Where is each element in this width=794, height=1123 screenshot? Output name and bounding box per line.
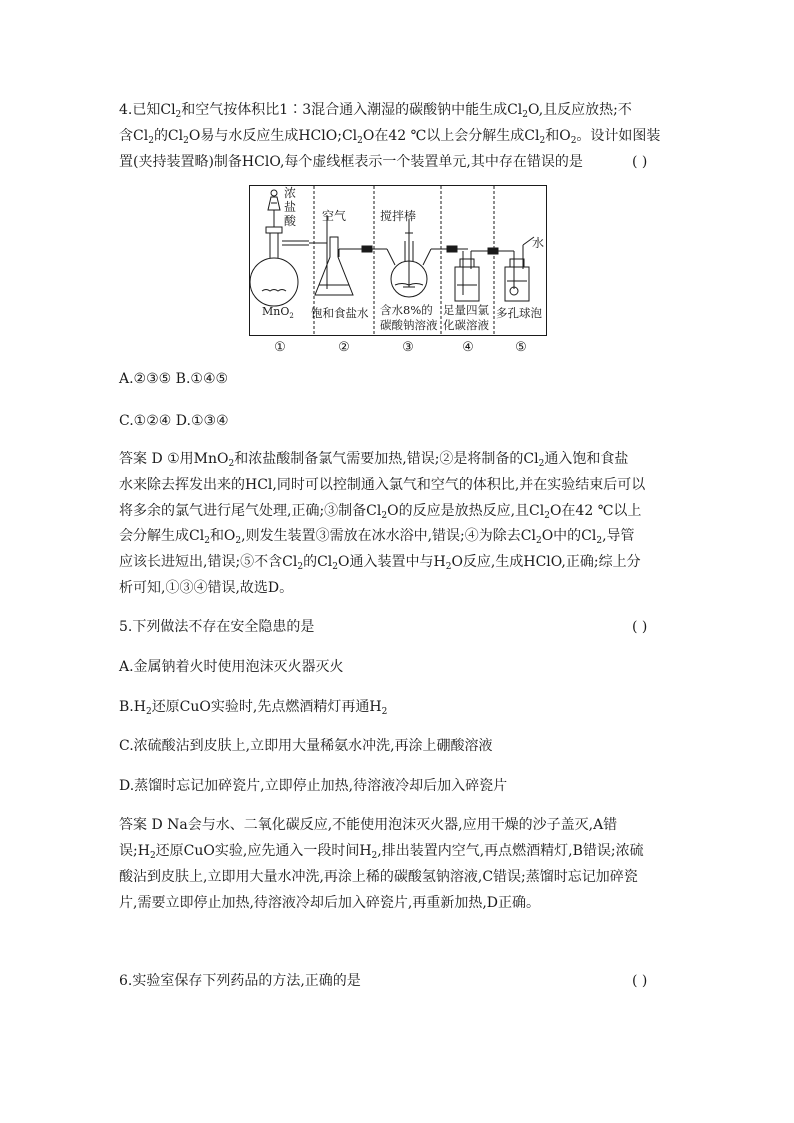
q6-answer-blank: ( ) — [632, 973, 648, 989]
mno2-solid — [262, 290, 286, 292]
separatory-funnel — [268, 190, 280, 227]
rubber-joint-3 — [488, 248, 498, 254]
unit-label-5: ⑤ — [515, 340, 527, 355]
q4-answer-line-3: 将多余的氯气进行尾气处理,正确;③制备$Cl_2O$的反应是放热反应,且$Cl_2O$在42 ℃以上 — [119, 503, 642, 521]
q5-answer-line-3: 酸沾到皮肤上,立即用大量水冲洗,再涂上稀的碳酸氢钠溶液,C错误;蒸馏时忘记加碎瓷 — [119, 869, 638, 885]
label-hcl-1: 浓 — [284, 186, 297, 200]
q5-option-d: D.蒸馏时忘记加碎瓷片,立即停止加热,待溶液冷却后加入碎瓷片 — [119, 778, 508, 794]
q4-stem-line-2: 含$Cl_2$的$Cl_2O$易与水反应生成$HClO;Cl_2O$在42 ℃以上会分解生成$Cl_2$和$O_2$。设计如图装 — [119, 128, 661, 146]
unit-label-3: ③ — [402, 340, 414, 355]
label-na2co3-2: 碳酸钠溶液 — [380, 318, 438, 332]
q4-answer-line-6: 析可知,①③④错误,故选D。 — [119, 580, 294, 596]
q4-answer-line-4: 会分解生成$Cl_2$和$O_2$,则发生装置③需放在冰水浴中,错误;④为除去$Cl_2O$中的$Cl_2$,导管 — [119, 528, 635, 546]
q4-answer-line-2: 水来除去挥发出来的HCl,同时可以控制通入氯气和空气的体积比,并在实验结束后可以 — [119, 477, 646, 493]
q4-option-cd: C.①②④ D.①③④ — [119, 413, 229, 429]
label-na2co3-1: 含水8%的 — [380, 303, 433, 317]
label-bubbler: 多孔球泡 — [496, 306, 542, 320]
q5-answer-line-1: 答案 D Na会与水、二氧化碳反应,不能使用泡沫灭火器,应用干燥的沙子盖灭,A错 — [119, 817, 618, 833]
conical-flask-brine — [315, 215, 353, 295]
q5-answer-blank: ( ) — [632, 619, 648, 635]
q4-answer-blank: ( ) — [632, 154, 648, 170]
label-stirrer: 搅拌棒 — [380, 209, 417, 223]
q5-answer-line-4: 片,需要立即停止加热,待溶液冷却后加入碎瓷片,再重新加热,D正确。 — [119, 895, 541, 911]
q5-answer-line-2: 误$;H_2$还原CuO实验,应先通入一段时间$H_2$,排出装置内空气,再点燃酒精灯,B错误;浓硫 — [119, 843, 644, 861]
q4-option-ab: A.②③⑤ B.①④⑤ — [119, 371, 229, 387]
q5-option-b: $B.H_2$还原CuO实验时,先点燃酒精灯再通$H_2$ — [119, 699, 388, 717]
q5-option-a: A.金属钠着火时使用泡沫灭火器灭火 — [119, 659, 344, 675]
label-air: 空气 — [322, 209, 347, 223]
label-water: 水 — [532, 236, 545, 250]
q4-answer-line-5: 应该长进短出,错误;⑤不含$Cl_2$的$Cl_2O$通入装置中与$H_2O$反应,生成HClO,正确;综上分 — [119, 554, 641, 572]
q4-stem-line-3: 置(夹持装置略)制备HClO,每个虚线框表示一个装置单元,其中存在错误的是 — [119, 154, 583, 170]
q4-answer-line-1: 答案 D ①用MnO$_2$和浓盐酸制备氯气需要加热,错误;②是将制备的$Cl_2$通入饱和食盐 — [119, 451, 629, 469]
label-mno2: MnO$_2$ — [262, 305, 294, 320]
q4-stem-line-1: 4.已知$Cl_2$和空气按体积比1∶3混合通入潮湿的碳酸钠中能生成$Cl_2O$,且反应放热;不 — [119, 102, 632, 120]
apparatus-figure — [249, 185, 547, 355]
unit-label-2: ② — [338, 340, 350, 355]
q6-stem: 6.实验室保存下列药品的方法,正确的是 — [119, 973, 361, 989]
q5-option-c: C.浓硫酸沾到皮肤上,立即用大量稀氨水冲洗,再涂上硼酸溶液 — [119, 738, 493, 754]
q5-stem: 5.下列做法不存在安全隐患的是 — [119, 619, 315, 635]
rubber-joint-2 — [447, 246, 457, 252]
gas-washing-bottle-water — [505, 237, 534, 301]
label-hcl-3: 酸 — [284, 214, 297, 228]
unit-label-4: ④ — [462, 340, 474, 355]
unit-label-1: ① — [274, 340, 286, 355]
label-ccl4-1: 足量四氯 — [443, 303, 489, 317]
rubber-joint-1 — [362, 246, 372, 252]
label-ccl4-2: 化碳溶液 — [443, 318, 489, 332]
round-bottom-flask — [250, 227, 298, 306]
label-brine: 饱和食盐水 — [311, 306, 369, 320]
gas-washing-bottle-ccl4 — [455, 251, 479, 301]
label-hcl-2: 盐 — [284, 200, 297, 214]
